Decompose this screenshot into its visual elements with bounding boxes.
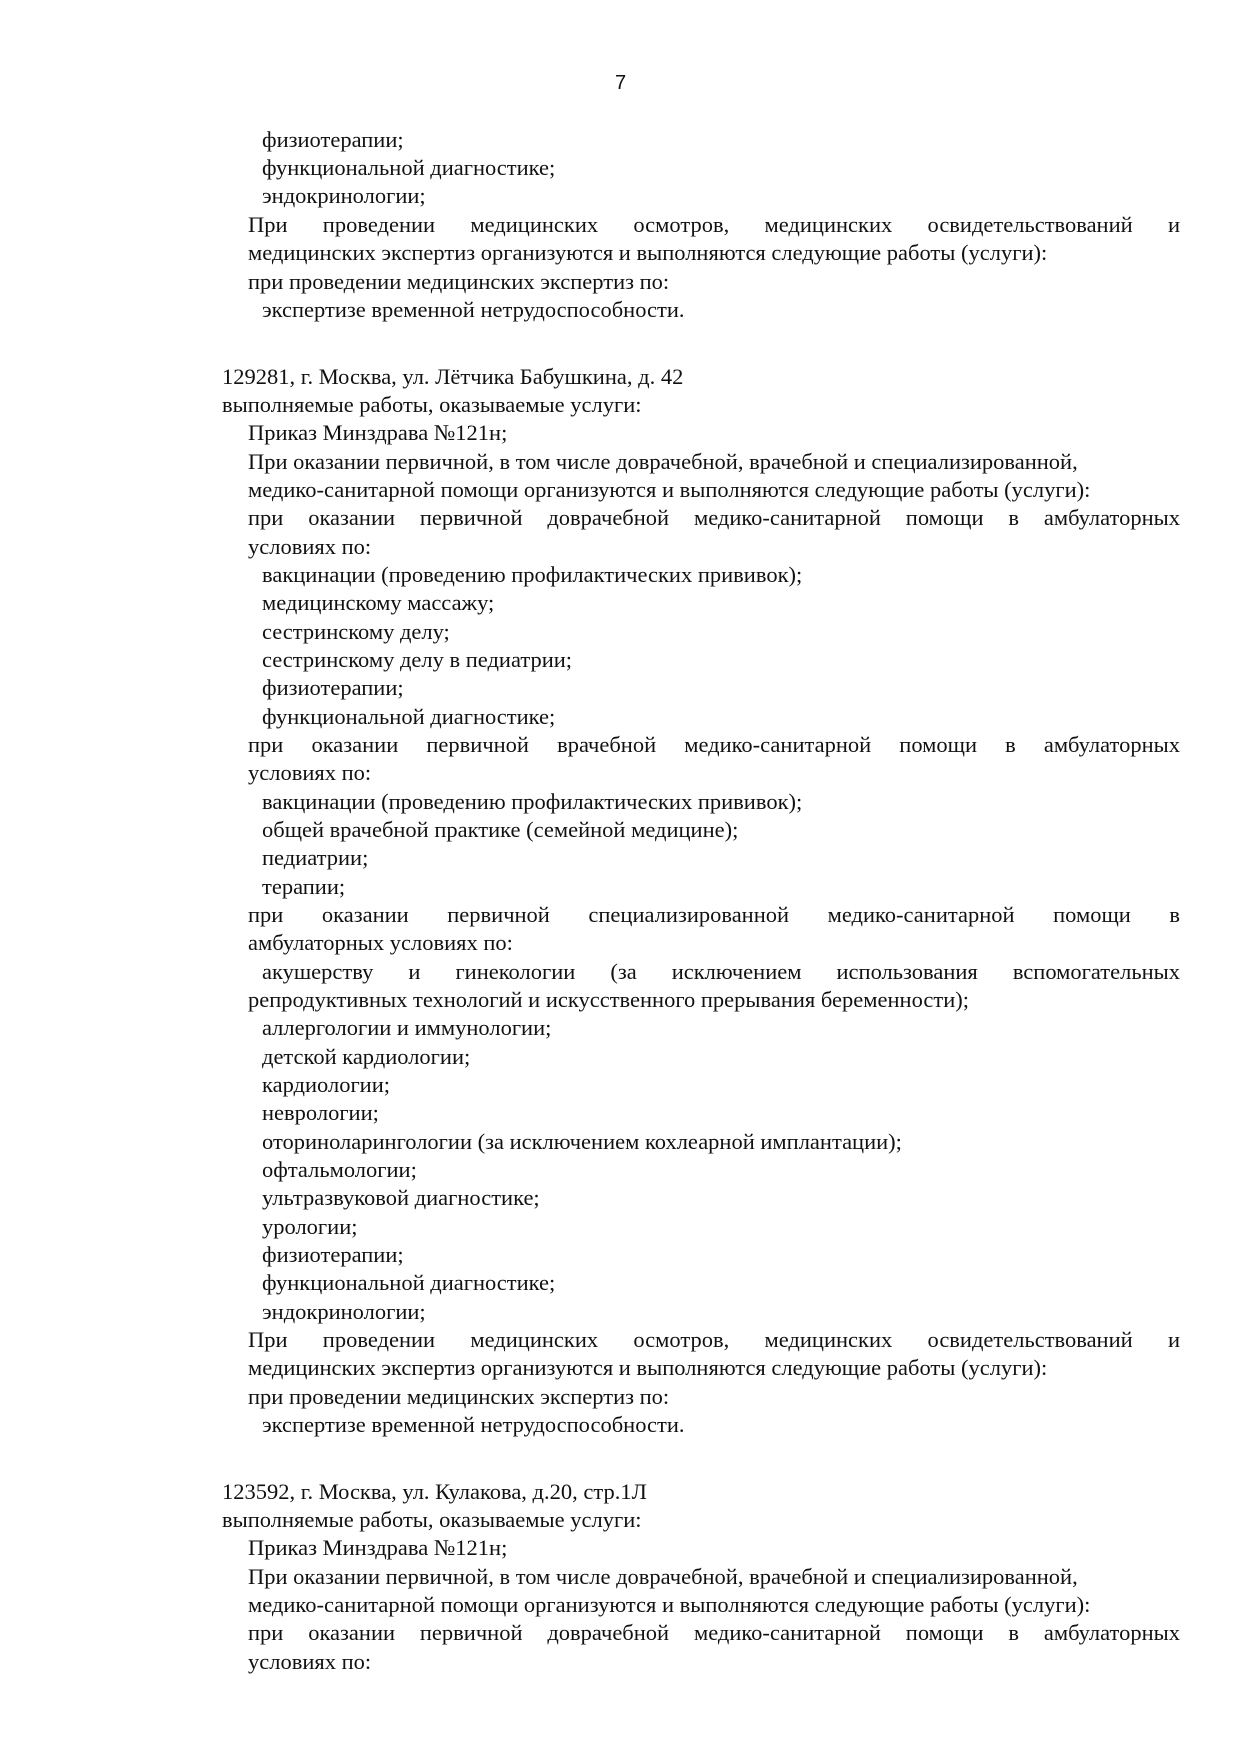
text-line-content: условиях по: bbox=[248, 534, 372, 559]
text-line-content: при оказании первичной специализированной медико-санитарной помощи в bbox=[248, 902, 1180, 927]
text-line-content: неврологии; bbox=[262, 1100, 379, 1125]
text-line-content: при проведении медицинских экспертиз по: bbox=[248, 1384, 670, 1409]
text-line-content: детской кардиологии; bbox=[262, 1044, 471, 1069]
text-line-content: выполняемые работы, оказываемые услуги: bbox=[222, 392, 642, 417]
text-line-content: терапии; bbox=[262, 874, 346, 899]
text-line-content: функциональной диагностике; bbox=[262, 704, 556, 729]
text-line-content: вакцинации (проведению профилактических прививок); bbox=[262, 562, 803, 587]
text-line-content: оториноларингологии (за исключением кохлеарной имплантации); bbox=[262, 1129, 902, 1154]
text-line-content: При оказании первичной, в том числе доврачебной, врачебной и специализированной, bbox=[248, 449, 1078, 474]
text-line-content: экспертизе временной нетрудоспособности. bbox=[262, 297, 685, 322]
text-line-content: вакцинации (проведению профилактических прививок); bbox=[262, 789, 803, 814]
text-line-content: физиотерапии; bbox=[262, 1242, 404, 1267]
text-line-content: функциональной диагностике; bbox=[262, 155, 556, 180]
text-line-content: репродуктивных технологий и искусственного прерывания беременности); bbox=[248, 987, 969, 1012]
text-line-content: выполняемые работы, оказываемые услуги: bbox=[222, 1507, 642, 1532]
text-line-content: физиотерапии; bbox=[262, 675, 404, 700]
text-line-content: условиях по: bbox=[248, 760, 372, 785]
address-heading: 129281, г. Москва, ул. Лётчика Бабушкина, д. 42 bbox=[222, 364, 684, 389]
text-line-content: сестринскому делу; bbox=[262, 619, 450, 644]
text-line-content: функциональной диагностике; bbox=[262, 1270, 556, 1295]
text-line-content: офтальмологии; bbox=[262, 1157, 417, 1182]
text-line-content: При проведении медицинских осмотров, медицинских освидетельствований и bbox=[248, 1327, 1180, 1352]
text-line-content: при проведении медицинских экспертиз по: bbox=[248, 269, 670, 294]
text-line-content: Приказ Минздрава №121н; bbox=[248, 1535, 508, 1560]
text-line-content: медико-санитарной помощи организуются и выполняются следующие работы (услуги): bbox=[248, 1592, 1091, 1617]
text-line-content: при оказании первичной доврачебной медико-санитарной помощи в амбулаторных bbox=[248, 1620, 1180, 1645]
text-line-content: сестринскому делу в педиатрии; bbox=[262, 647, 573, 672]
text-line-content: медицинских экспертиз организуются и выполняются следующие работы (услуги): bbox=[248, 1355, 1048, 1380]
page-number: 7 bbox=[614, 72, 627, 94]
text-line-content: аллергологии и иммунологии; bbox=[262, 1015, 552, 1040]
text-line-content: медико-санитарной помощи организуются и выполняются следующие работы (услуги): bbox=[248, 477, 1091, 502]
text-line-content: амбулаторных условиях по: bbox=[248, 930, 513, 955]
text-line-content: физиотерапии; bbox=[262, 127, 404, 152]
text-line-content: при оказании первичной врачебной медико-санитарной помощи в амбулаторных bbox=[248, 732, 1180, 757]
text-line-content: экспертизе временной нетрудоспособности. bbox=[262, 1412, 685, 1437]
text-line-content: При проведении медицинских осмотров, медицинских освидетельствований и bbox=[248, 212, 1180, 237]
text-line-content: медицинских экспертиз организуются и выполняются следующие работы (услуги): bbox=[248, 240, 1048, 265]
text-line-content: урологии; bbox=[262, 1214, 358, 1239]
text-line-content: ультразвуковой диагностике; bbox=[262, 1185, 540, 1210]
address-heading: 123592, г. Москва, ул. Кулакова, д.20, стр.1Л bbox=[222, 1479, 647, 1504]
text-line-content: педиатрии; bbox=[262, 845, 369, 870]
text-line-content: условиях по: bbox=[248, 1649, 372, 1674]
text-line-content: общей врачебной практике (семейной медицине); bbox=[262, 817, 739, 842]
text-line-content: медицинскому массажу; bbox=[262, 590, 495, 615]
text-line-content: акушерству и гинекологии (за исключением использования вспомогательных bbox=[262, 959, 1180, 984]
text-line-content: при оказании первичной доврачебной медико-санитарной помощи в амбулаторных bbox=[248, 505, 1180, 530]
text-line-content: кардиологии; bbox=[262, 1072, 391, 1097]
text-line-content: При оказании первичной, в том числе доврачебной, врачебной и специализированной, bbox=[248, 1564, 1078, 1589]
text-line-content: Приказ Минздрава №121н; bbox=[248, 420, 508, 445]
text-line-content: эндокринологии; bbox=[262, 183, 426, 208]
text-line-content: эндокринологии; bbox=[262, 1299, 426, 1324]
